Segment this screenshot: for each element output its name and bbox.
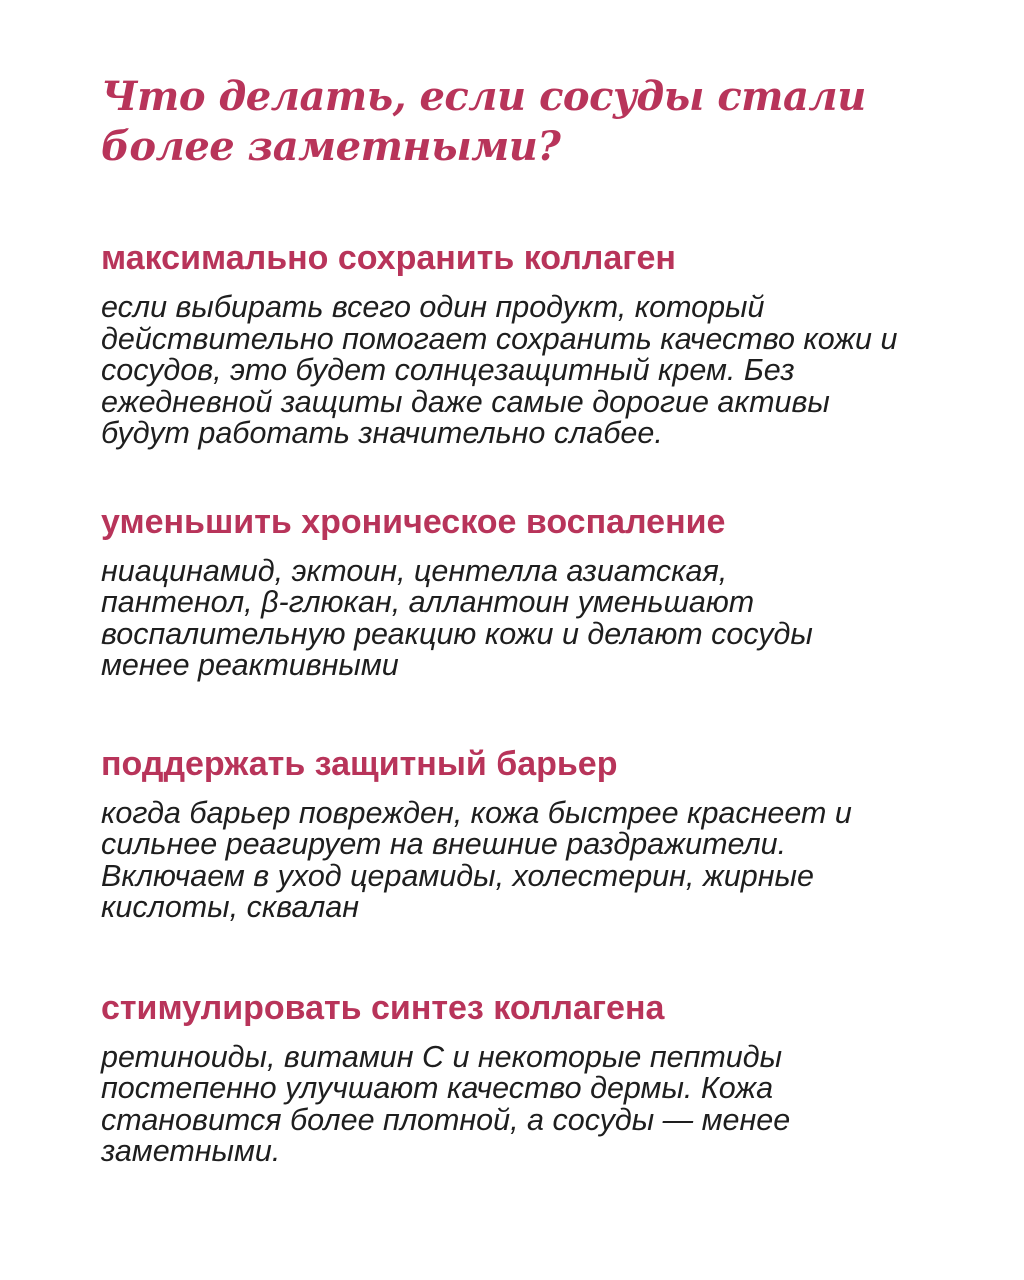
body-line: сосудов, это будет солнцезащитный крем. Без xyxy=(101,353,795,387)
body-line: воспалительную реакцию кожи и делают сосуды xyxy=(101,616,813,651)
body-line: действительно помогает сохранить качество кожи и xyxy=(101,321,898,356)
body-line: ниацинамид, эктоин, центелла азиатская, xyxy=(101,553,728,588)
section-body xyxy=(101,795,961,924)
section-heading: стимулировать синтез коллагена xyxy=(101,988,665,1027)
section-heading: максимально сохранить коллаген xyxy=(101,239,676,277)
page-title xyxy=(101,72,961,172)
title-line-2: более заметными? xyxy=(101,123,561,170)
body-line: постепенно улучшают качество дермы. Кожа xyxy=(101,1071,774,1105)
body-line: пантенол, β-глюкан, аллантоин уменьшают xyxy=(101,585,755,619)
body-line: ежедневной защиты даже самые дорогие активы xyxy=(101,384,830,419)
section-body xyxy=(101,1039,961,1168)
body-line: становится более плотной, а сосуды — менее xyxy=(101,1102,791,1137)
body-line: когда барьер поврежден, кожа быстрее краснеет и xyxy=(101,795,852,830)
section-support-barrier xyxy=(101,744,961,924)
body-line: Включаем в уход церамиды, холестерин, жирные xyxy=(101,858,814,893)
section-reduce-inflammation xyxy=(101,502,961,682)
title-line-1: Что делать, если сосуды стали xyxy=(101,73,866,120)
section-heading: уменьшить хроническое воспаление xyxy=(101,502,726,541)
body-line: ретиноиды, витамин С и некоторые пептиды xyxy=(101,1039,783,1074)
section-body xyxy=(101,292,961,450)
section-collagen-preserve xyxy=(101,238,961,450)
section-stimulate-collagen xyxy=(101,988,961,1168)
body-line: если выбирать всего один продукт, который xyxy=(101,290,765,324)
body-line: менее реактивными xyxy=(101,648,399,682)
body-line: сильнее реагирует на внешние раздражители. xyxy=(101,827,787,861)
section-body xyxy=(101,553,961,682)
body-line: кислоты, сквалан xyxy=(101,890,360,924)
body-line: будут работать значительно слабее. xyxy=(101,416,663,450)
section-heading: поддержать защитный барьер xyxy=(101,744,618,783)
document-page xyxy=(101,72,961,1168)
body-line: заметными. xyxy=(101,1134,281,1168)
